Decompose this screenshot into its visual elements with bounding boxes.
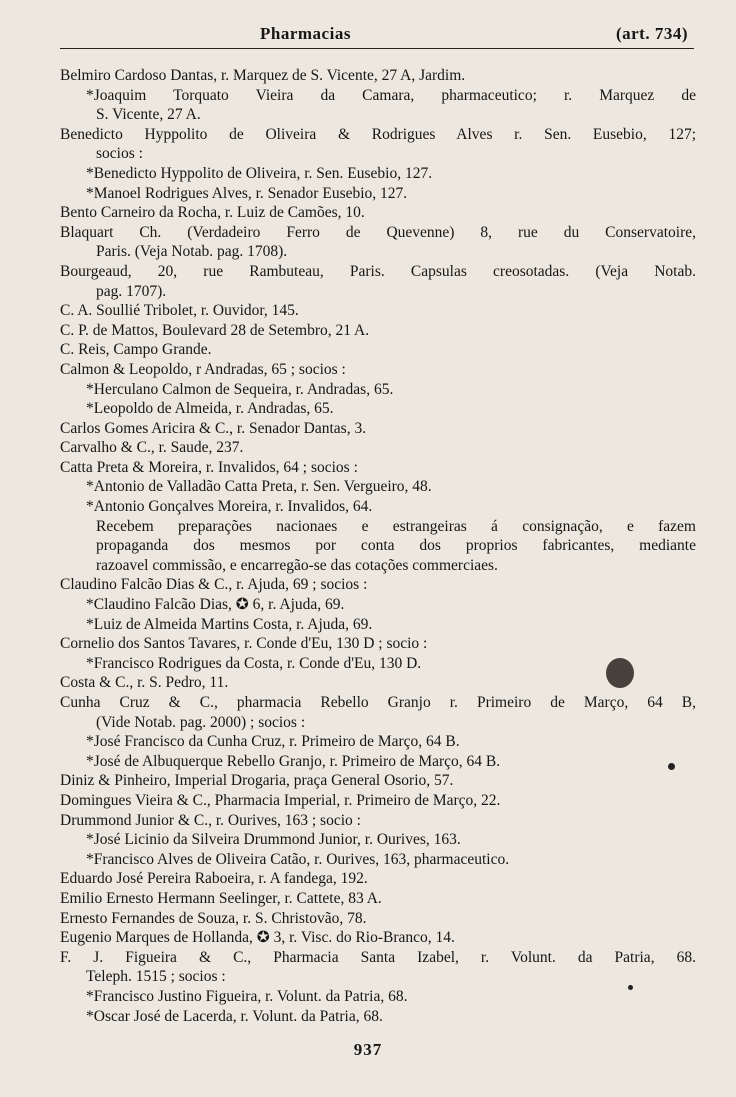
entry-detail: *Oscar José de Lacerda, r. Volunt. da Patria, 68. bbox=[86, 1007, 383, 1025]
directory-entry: Cunha Cruz & C., pharmacia Rebello Granjo r. Primeiro de Março, 64 B, bbox=[60, 694, 696, 711]
directory-entry: Eduardo José Pereira Raboeira, r. A fandega, 192. bbox=[60, 870, 368, 888]
directory-entry: Bourgeaud, 20, rue Rambuteau, Paris. Capsulas creosotadas. (Veja Notab. bbox=[60, 262, 696, 280]
entry-detail: *Antonio Gonçalves Moreira, r. Invalidos, 64. bbox=[86, 498, 373, 516]
entry-detail: *Claudino Falcão Dias, ✪ 6, r. Ajuda, 69. bbox=[86, 596, 345, 614]
page-header bbox=[60, 24, 696, 48]
entry-detail: (Vide Notab. pag. 2000) ; socios : bbox=[96, 713, 306, 731]
entry-detail: S. Vicente, 27 A. bbox=[96, 106, 201, 124]
directory-entry: Emilio Ernesto Hermann Seelinger, r. Cattete, 83 A. bbox=[60, 889, 382, 907]
entry-detail: *José Francisco da Cunha Cruz, r. Primeiro de Março, 64 B. bbox=[86, 733, 460, 751]
entry-detail: *Luiz de Almeida Martins Costa, r. Ajuda, 69. bbox=[86, 615, 373, 633]
entry-detail: *Francisco Justino Figueira, r. Volunt. da Patria, 68. bbox=[86, 987, 408, 1005]
directory-entry: Carvalho & C., r. Saude, 237. bbox=[60, 439, 244, 457]
page-number: 937 bbox=[353, 1040, 383, 1059]
directory-entry: Claudino Falcão Dias & C., r. Ajuda, 69 ; socios : bbox=[60, 576, 368, 594]
directory-entry: Belmiro Cardoso Dantas, r. Marquez de S. Vicente, 27 A, Jardim. bbox=[60, 67, 466, 84]
entry-detail: *José Licinio da Silveira Drummond Junior, r. Ourives, 163. bbox=[86, 831, 461, 849]
directory-entry: Domingues Vieira & C., Pharmacia Imperial, r. Primeiro de Março, 22. bbox=[60, 791, 501, 809]
entry-detail: Teleph. 1515 ; socios : bbox=[86, 968, 226, 986]
directory-entry: Drummond Junior & C., r. Ourives, 163 ; socio : bbox=[60, 811, 361, 829]
header-rule bbox=[60, 48, 694, 49]
entry-detail: propaganda dos mesmos por conta dos proprios fabricantes, mediante bbox=[96, 537, 696, 555]
directory-entry: Catta Preta & Moreira, r. Invalidos, 64 ; socios : bbox=[60, 458, 358, 476]
entry-detail: pag. 1707). bbox=[96, 282, 167, 300]
directory-entry: Blaquart Ch. (Verdadeiro Ferro de Quevenne) 8, rue du Conservatoire, bbox=[60, 223, 696, 241]
directory-entry: C. A. Soullié Tribolet, r. Ouvidor, 145. bbox=[60, 302, 299, 320]
section-title: Pharmacias bbox=[260, 24, 351, 43]
entry-detail: *Francisco Alves de Oliveira Catão, r. Ourives, 163, pharmaceutico. bbox=[86, 850, 510, 868]
entry-detail: Recebem preparações nacionaes e estrangeiras á consignação, e fazem bbox=[96, 517, 696, 535]
entry-list bbox=[60, 66, 696, 1026]
ink-speck bbox=[668, 763, 675, 770]
ink-speck bbox=[628, 985, 633, 990]
directory-entry: Ernesto Fernandes de Souza, r. S. Christovão, 78. bbox=[60, 909, 367, 927]
directory-entry: Benedicto Hyppolito de Oliveira & Rodrigues Alves r. Sen. Eusebio, 127; bbox=[60, 125, 696, 143]
entry-detail: Paris. (Veja Notab. pag. 1708). bbox=[96, 243, 288, 261]
entry-detail: razoavel commissão, e encarregão-se das cotações commerciaes. bbox=[96, 556, 498, 574]
directory-entry: Cornelio dos Santos Tavares, r. Conde d'Eu, 130 D ; socio : bbox=[60, 635, 428, 653]
entry-detail: socios : bbox=[96, 145, 143, 163]
directory-entry: Carlos Gomes Aricira & C., r. Senador Dantas, 3. bbox=[60, 419, 367, 437]
entry-detail: *Joaquim Torquato Vieira da Camara, pharmaceutico; r. Marquez de bbox=[86, 86, 696, 104]
entry-detail: *Francisco Rodrigues da Costa, r. Conde d'Eu, 130 D. bbox=[86, 654, 422, 672]
entry-detail: *Manoel Rodrigues Alves, r. Senador Eusebio, 127. bbox=[86, 184, 408, 202]
directory-entry: Bento Carneiro da Rocha, r. Luiz de Camões, 10. bbox=[60, 204, 365, 222]
directory-entry: Calmon & Leopoldo, r Andradas, 65 ; socios : bbox=[60, 360, 346, 378]
entry-detail: *Antonio de Valladão Catta Preta, r. Sen. Vergueiro, 48. bbox=[86, 478, 432, 496]
directory-entry: Costa & C., r. S. Pedro, 11. bbox=[60, 674, 229, 692]
directory-entry: C. P. de Mattos, Boulevard 28 de Setembro, 21 A. bbox=[60, 321, 370, 339]
directory-entry: F. J. Figueira & C., Pharmacia Santa Izabel, r. Volunt. da Patria, 68. bbox=[60, 948, 696, 966]
directory-entry: C. Reis, Campo Grande. bbox=[60, 341, 212, 359]
directory-entry: Diniz & Pinheiro, Imperial Drogaria, praça General Osorio, 57. bbox=[60, 772, 454, 790]
entry-detail: *Leopoldo de Almeida, r. Andradas, 65. bbox=[86, 400, 334, 418]
entry-detail: *José de Albuquerque Rebello Granjo, r. Primeiro de Março, 64 B. bbox=[86, 752, 501, 770]
article-number: (art. 734) bbox=[615, 24, 688, 43]
entry-detail: *Herculano Calmon de Sequeira, r. Andradas, 65. bbox=[86, 380, 394, 398]
entry-detail: *Benedicto Hyppolito de Oliveira, r. Sen. Eusebio, 127. bbox=[86, 164, 433, 182]
ink-stain bbox=[606, 658, 634, 688]
directory-entry: Eugenio Marques de Hollanda, ✪ 3, r. Visc. do Rio-Branco, 14. bbox=[60, 929, 455, 947]
